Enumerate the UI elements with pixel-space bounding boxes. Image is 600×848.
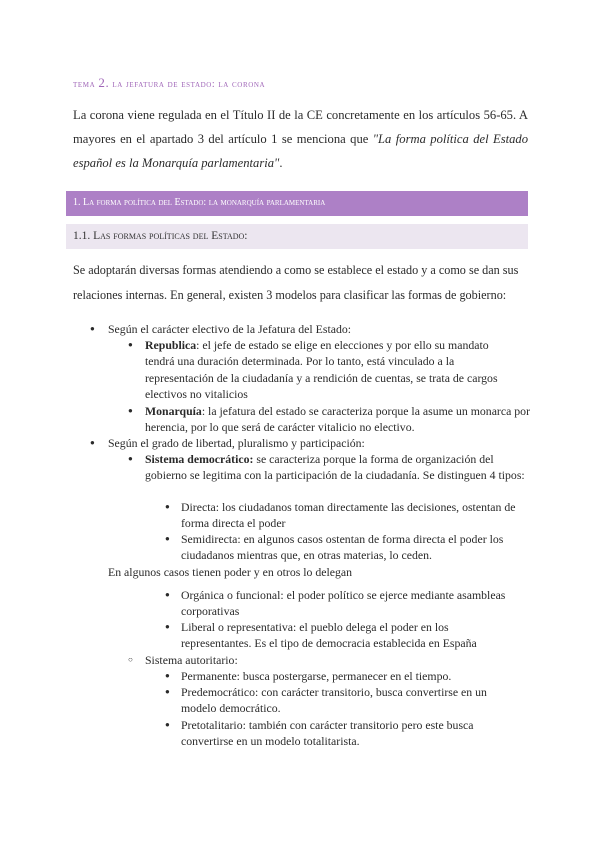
list-item-text: se caracteriza porque la forma de organización del gobierno se legitima con la participación de la ciudadanía. Se distinguen 4 tipos: bbox=[145, 452, 525, 483]
list-item: Orgánica o funcional: el poder político se ejerce mediante asambleas corporativas bbox=[181, 588, 506, 619]
list-item bbox=[145, 337, 520, 402]
bullet-icon: ● bbox=[90, 324, 95, 333]
bullet-icon: ● bbox=[165, 622, 170, 631]
bullet-icon: ● bbox=[165, 671, 170, 680]
intro-quote: "La forma política del Estado español es la Monarquía parlamentaria" bbox=[73, 132, 528, 170]
intro-text: La corona viene regulada en el Título II de la CE concretamente en los artículos 56-65. A mayores en el apartado 3 del artículo 1 se menciona que bbox=[73, 108, 528, 146]
bullet-icon: ○ bbox=[128, 655, 133, 664]
section-heading-1-text: 1. La forma política del Estado: la monarquía parlamentaria bbox=[73, 197, 326, 208]
list-item-text: : la jefatura del estado se caracteriza porque la asume un monarca por herencia, por lo que será de carácter vitalicio no electivo. bbox=[145, 404, 531, 435]
bullet-icon: ● bbox=[165, 502, 170, 511]
bullet-icon: ● bbox=[128, 406, 133, 415]
list-item: Según el carácter electivo de la Jefatura del Estado: bbox=[108, 322, 352, 336]
list-item: Según el grado de libertad, pluralismo y participación: bbox=[108, 436, 365, 450]
list-item: Semidirecta: en algunos casos ostentan de forma directa el poder los ciudadanos mientras que, en otras materias, lo ceden. bbox=[181, 532, 504, 563]
list-item-term: Republica bbox=[145, 338, 197, 352]
intro-end: . bbox=[279, 156, 283, 170]
list-item: Liberal o representativa: el pueblo delega el poder en los representantes. Es el tipo de democracia establecida en España bbox=[181, 620, 477, 651]
bullet-icon: ● bbox=[165, 590, 170, 599]
title-number: 2. bbox=[98, 75, 110, 90]
bullet-icon: ● bbox=[165, 687, 170, 696]
bullet-icon: ● bbox=[90, 438, 95, 447]
title-text: la jefatura de estado: la corona bbox=[112, 79, 266, 90]
list-item-term: Sistema democrático: bbox=[145, 452, 254, 466]
list-item: Predemocrático: con carácter transitorio, busca convertirse en un modelo democrático. bbox=[181, 685, 487, 716]
bullet-icon: ● bbox=[165, 534, 170, 543]
bullet-icon: ● bbox=[165, 720, 170, 729]
list-item bbox=[145, 403, 530, 436]
list-item: Pretotalitario: también con carácter transitorio pero este busca convertirse en un modelo totalitarista. bbox=[181, 718, 474, 749]
title-prefix: tema bbox=[73, 79, 96, 90]
list-item-term: Monarquía bbox=[145, 404, 202, 418]
bullet-icon: ● bbox=[128, 454, 133, 463]
list-item: Permanente: busca postergarse, permanecer en el tiempo. bbox=[181, 669, 452, 683]
section-heading-1-1-text: 1.1. Las formas políticas del Estado: bbox=[73, 230, 248, 242]
list-item-text: : el jefe de estado se elige en elecciones y por ello su mandato tendrá una duración determinada. Por lo tanto, está vinculado a la representación de la ciudadanía y a rendición de cuentas, se trata de cargos electivos no vitalicios bbox=[145, 338, 498, 401]
list-note: En algunos casos tienen poder y en otros lo delegan bbox=[108, 565, 353, 579]
body-paragraph: Se adoptarán diversas formas atendiendo a como se establece el estado y a como se dan sus relaciones internas. En general, existen 3 modelos para clasificar las formas de gobierno: bbox=[73, 263, 519, 302]
list-item: Directa: los ciudadanos toman directamente las decisiones, ostentan de forma directa el poder bbox=[181, 500, 516, 531]
bullet-icon: ● bbox=[128, 340, 133, 349]
list-item bbox=[145, 451, 530, 484]
list-item: Sistema autoritario: bbox=[145, 653, 238, 667]
